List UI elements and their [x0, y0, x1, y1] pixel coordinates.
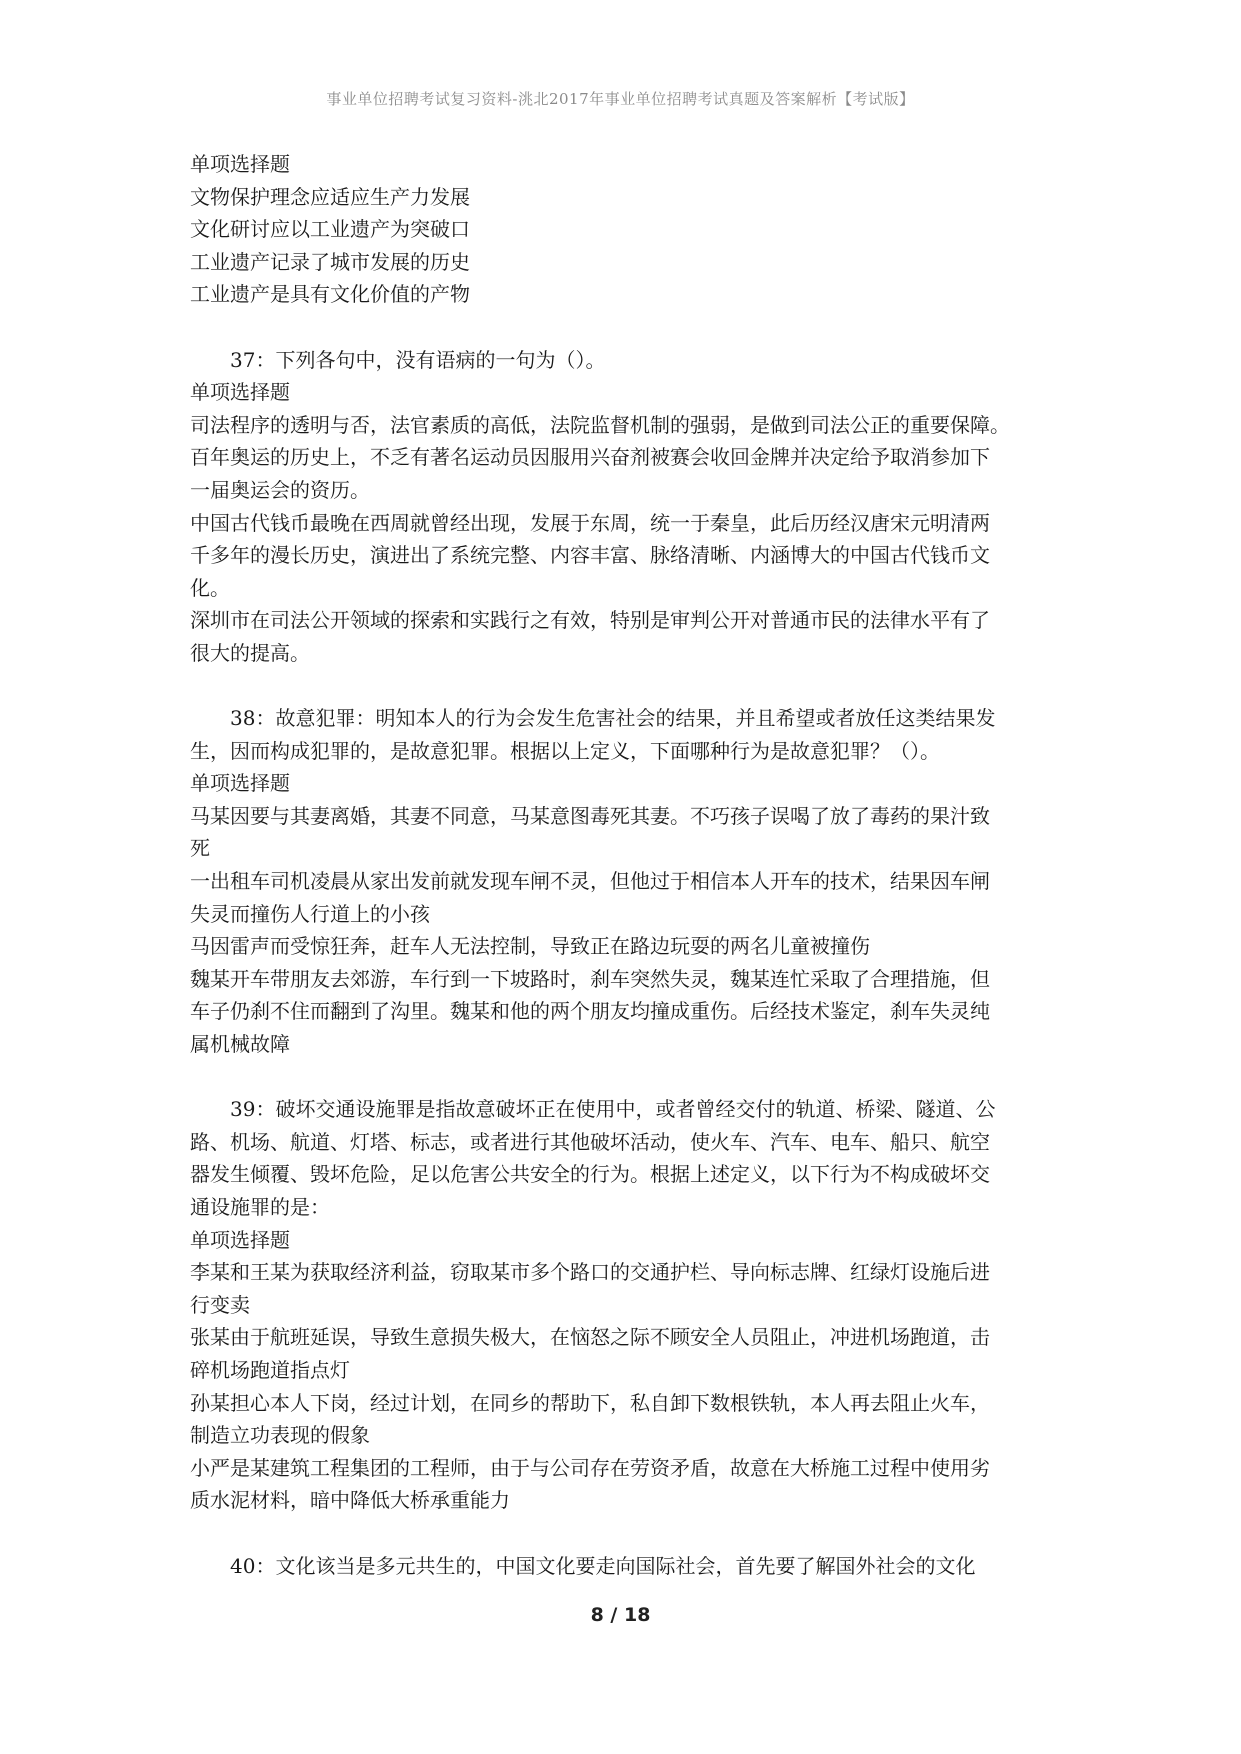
question-40	[190, 1550, 1070, 1583]
document-body	[190, 148, 1070, 1582]
question-stem: 39：破坏交通设施罪是指故意破坏正在使用中，或者曾经交付的轨道、桥梁、隧道、公	[230, 1097, 996, 1122]
option-line: 深圳市在司法公开领域的探索和实践行之有效，特别是审判公开对普通市民的法律水平有了	[190, 608, 990, 633]
option-line: 张某由于航班延误，导致生意损失极大，在恼怒之际不顾安全人员阻止，冲进机场跑道，击	[190, 1325, 990, 1350]
option-line: 工业遗产是具有文化价值的产物	[190, 282, 470, 307]
option-line: 车子仍刹不住而翻到了沟里。魏某和他的两个朋友均撞成重伤。后经技术鉴定，刹车失灵纯	[190, 999, 990, 1024]
question-type-label: 单项选择题	[190, 1227, 290, 1252]
question-36-tail	[190, 148, 1070, 311]
page-header: 事业单位招聘考试复习资料-洮北2017年事业单位招聘考试真题及答案解析【考试版】	[326, 90, 915, 108]
option-line: 化。	[190, 575, 230, 600]
question-37	[190, 344, 1070, 670]
option-line: 行变卖	[190, 1292, 250, 1317]
question-stem: 40：文化该当是多元共生的，中国文化要走向国际社会，首先要了解国外社会的文化	[230, 1553, 976, 1578]
question-stem: 37：下列各句中，没有语病的一句为（）。	[230, 347, 606, 372]
option-line: 制造立功表现的假象	[190, 1423, 370, 1448]
option-line: 千多年的漫长历史，演进出了系统完整、内容丰富、脉络清晰、内涵博大的中国古代钱币文	[190, 543, 990, 568]
spacer	[190, 1061, 1070, 1094]
spacer	[190, 1517, 1070, 1550]
option-line: 一出租车司机凌晨从家出发前就发现车闸不灵，但他过于相信本人开车的技术，结果因车闸	[190, 869, 990, 894]
option-line: 百年奥运的历史上，不乏有著名运动员因服用兴奋剂被赛会收回金牌并决定给予取消参加下	[190, 445, 990, 470]
option-line: 碎机场跑道指点灯	[190, 1357, 350, 1382]
question-38	[190, 702, 1070, 1061]
option-line: 一届奥运会的资历。	[190, 477, 370, 502]
spacer	[190, 670, 1070, 703]
page-number: 8 / 18	[590, 1604, 651, 1626]
option-line: 小严是某建筑工程集团的工程师，由于与公司存在劳资矛盾，故意在大桥施工过程中使用劣	[190, 1455, 990, 1480]
option-line: 失灵而撞伤人行道上的小孩	[190, 901, 430, 926]
option-line: 李某和王某为获取经济利益，窃取某市多个路口的交通护栏、导向标志牌、红绿灯设施后进	[190, 1260, 990, 1285]
question-type-label: 单项选择题	[190, 152, 290, 176]
question-stem: 38：故意犯罪：明知本人的行为会发生危害社会的结果，并且希望或者放任这类结果发	[230, 706, 996, 731]
question-type-label: 单项选择题	[190, 380, 290, 405]
question-stem: 路、机场、航道、灯塔、标志，或者进行其他破坏活动，使火车、汽车、电车、船只、航空	[190, 1129, 990, 1154]
question-stem: 生，因而构成犯罪的，是故意犯罪。根据以上定义，下面哪种行为是故意犯罪？（）。	[190, 738, 940, 763]
option-line: 马因雷声而受惊狂奔，赶车人无法控制，导致正在路边玩耍的两名儿童被撞伤	[190, 934, 870, 959]
option-line: 属机械故障	[190, 1032, 290, 1057]
option-line: 魏某开车带朋友去郊游，车行到一下坡路时，刹车突然失灵，魏某连忙采取了合理措施，但	[190, 966, 990, 991]
question-39	[190, 1093, 1070, 1517]
option-line: 孙某担心本人下岗，经过计划，在同乡的帮助下，私自卸下数根铁轨，本人再去阻止火车，	[190, 1390, 990, 1415]
option-line: 文化研讨应以工业遗产为突破口	[190, 217, 470, 242]
option-line: 很大的提高。	[190, 640, 310, 665]
option-line: 质水泥材料，暗中降低大桥承重能力	[190, 1488, 510, 1513]
option-line: 文物保护理念应适应生产力发展	[190, 184, 470, 209]
question-type-label: 单项选择题	[190, 771, 290, 796]
spacer	[190, 311, 1070, 344]
option-line: 工业遗产记录了城市发展的历史	[190, 249, 470, 274]
question-stem: 器发生倾覆、毁坏危险，足以危害公共安全的行为。根据上述定义，以下行为不构成破坏交	[190, 1162, 990, 1187]
option-line: 马某因要与其妻离婚，其妻不同意，马某意图毒死其妻。不巧孩子误喝了放了毒药的果汁致	[190, 803, 990, 828]
option-line: 中国古代钱币最晚在西周就曾经出现，发展于东周，统一于秦皇，此后历经汉唐宋元明清两	[190, 510, 990, 535]
option-line: 司法程序的透明与否，法官素质的高低，法院监督机制的强弱，是做到司法公正的重要保障。	[190, 412, 1010, 437]
question-stem: 通设施罪的是：	[190, 1195, 330, 1219]
option-line: 死	[190, 836, 210, 861]
